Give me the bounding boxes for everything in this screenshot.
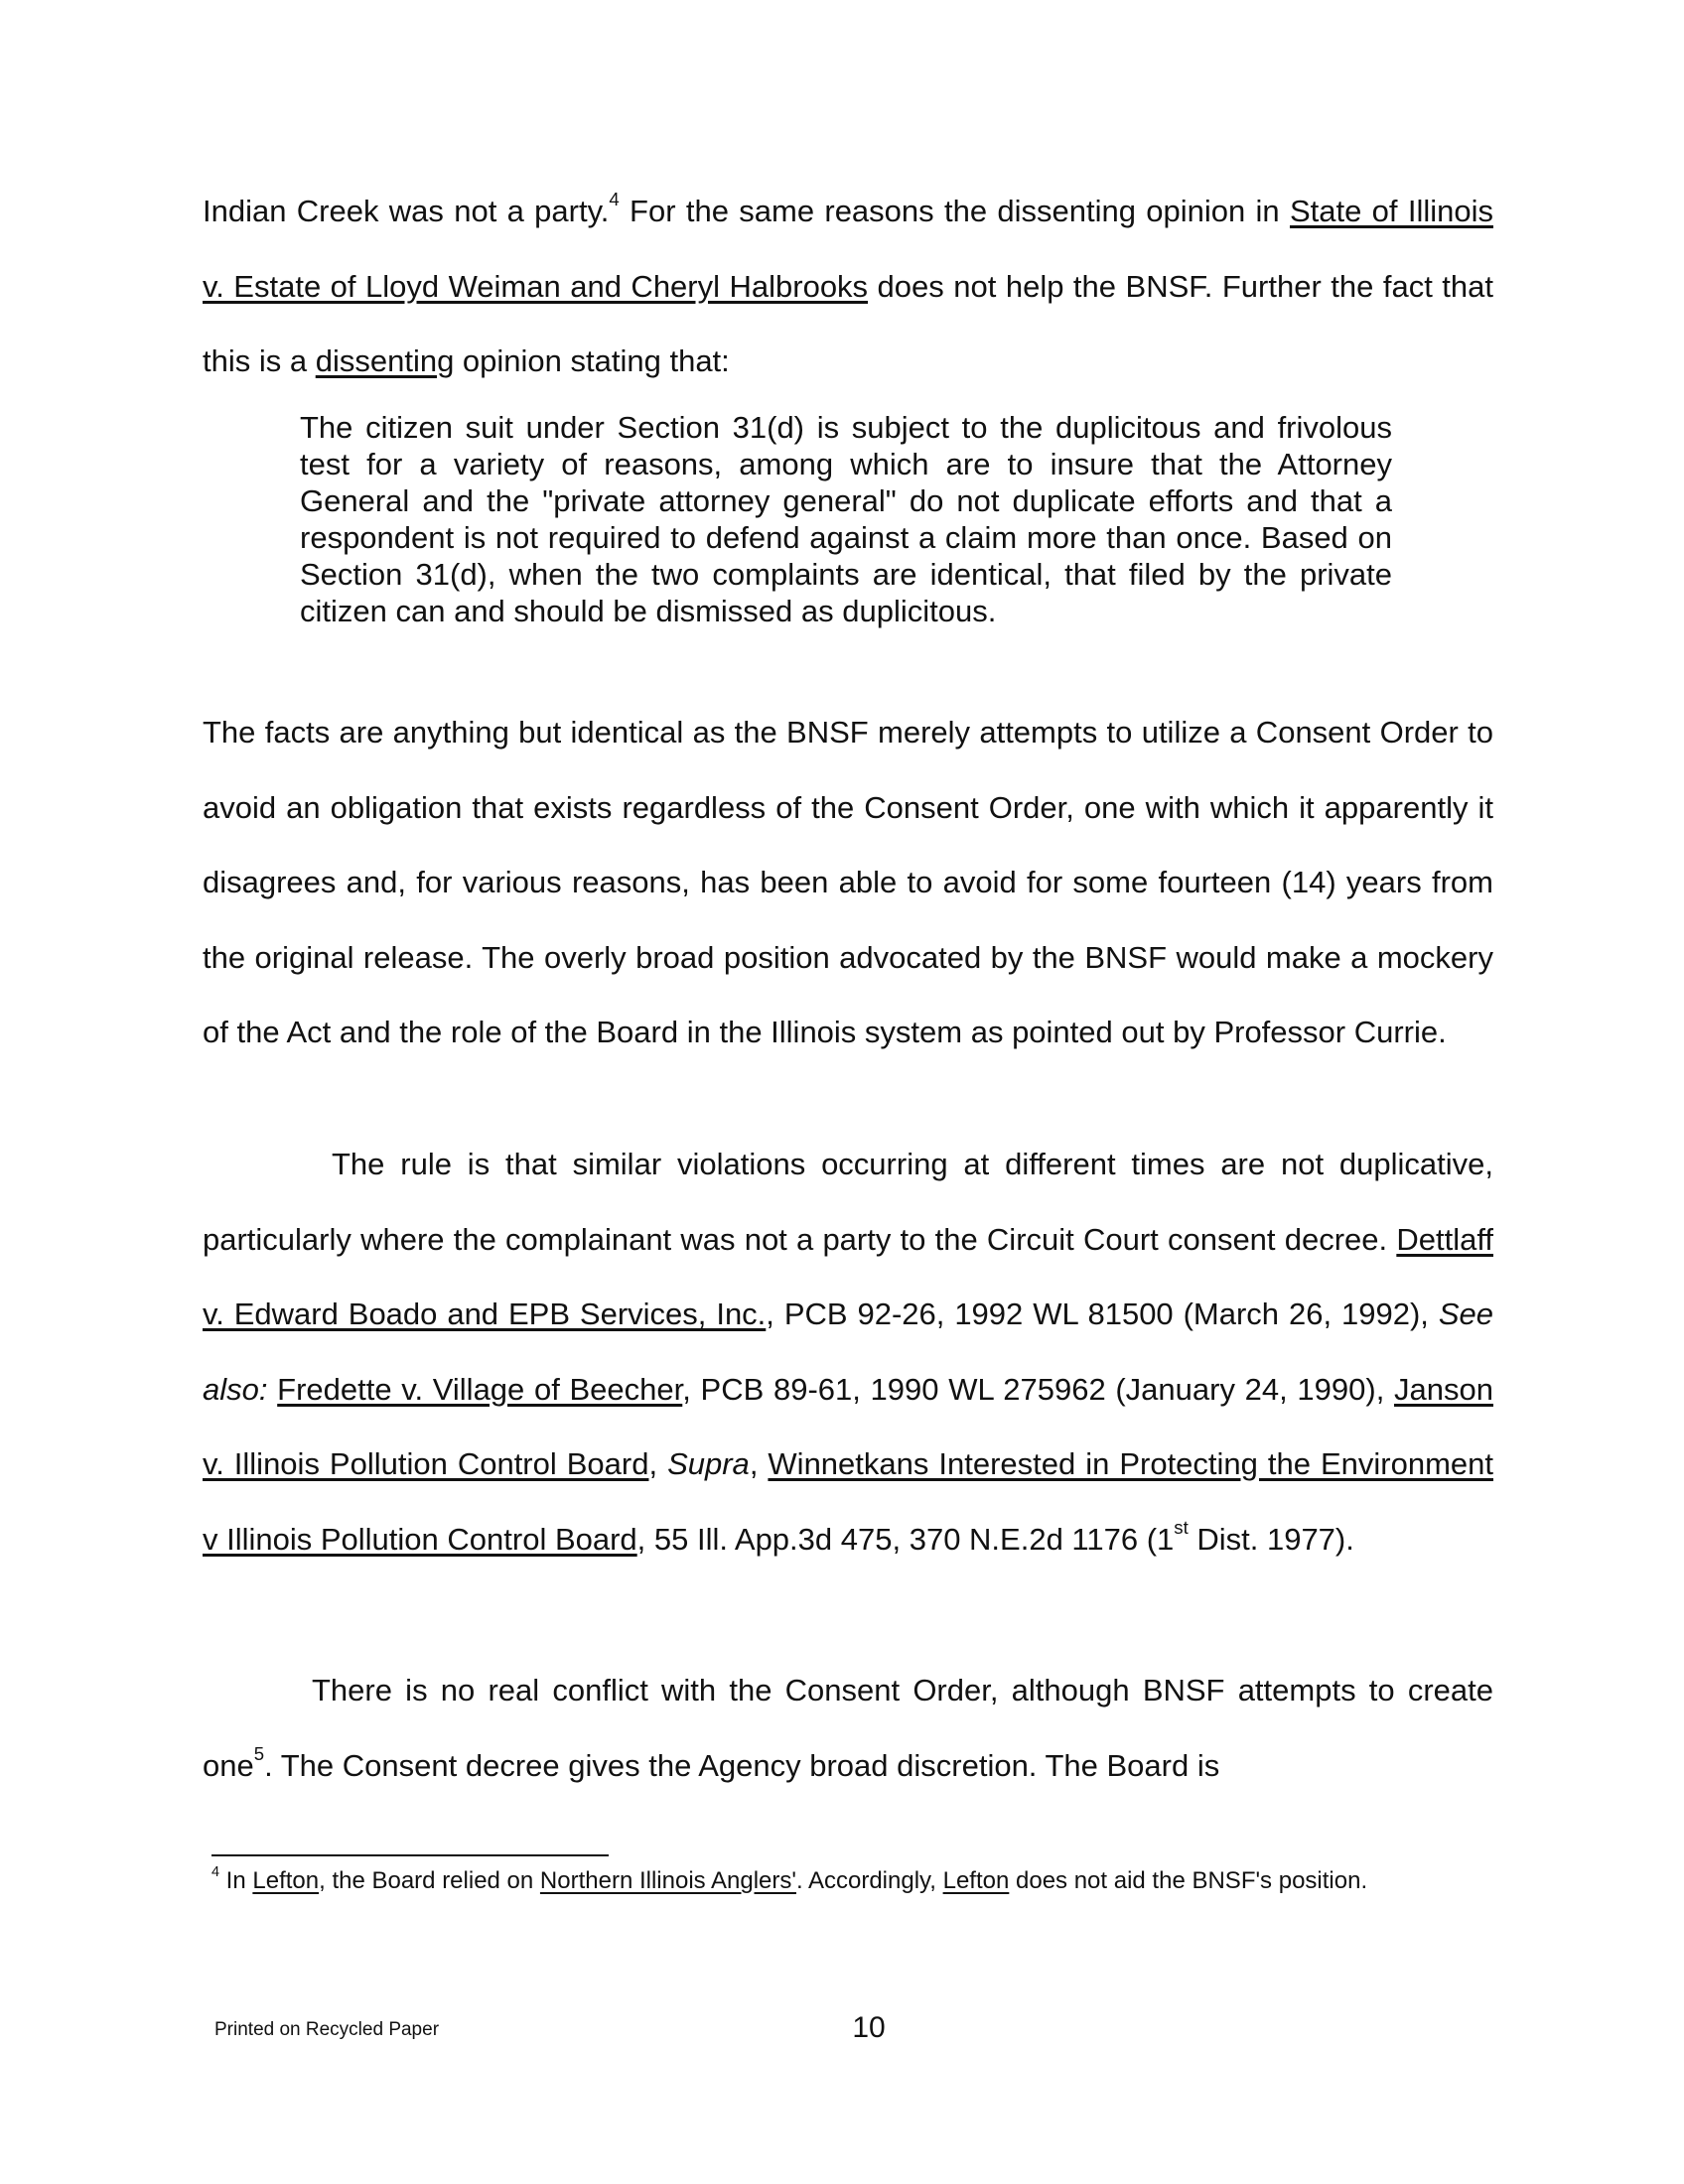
case-citation-lefton: Lefton <box>252 1867 320 1894</box>
p1-text-2: For the same reasons the dissenting opinion in <box>619 194 1290 228</box>
p3-text-6: , <box>749 1446 769 1481</box>
ordinal-suffix: st <box>1174 1516 1189 1538</box>
p3-text-4: , PCB 89-61, 1990 WL 275962 (January 24, 1990), <box>682 1371 1395 1407</box>
footnote-4 <box>211 1864 1463 1898</box>
footnote-number: 4 <box>211 1863 220 1880</box>
footer-recycled-paper: Printed on Recycled Paper <box>214 2019 440 2040</box>
case-citation-weiman: State of Illinois v. Estate of Lloyd Weiman and Cheryl Halbrooks <box>203 194 1493 304</box>
p3-text-3 <box>267 1372 277 1407</box>
paragraph-2: The facts are anything but identical as the BNSF merely attempts to utilize a Consent Order to avoid an obligation that exists regardless of the Consent Order, one with which it apparently it disagrees and, for various reasons, has been able to avoid for some fourteen (14) years from the original release. The overly broad position advocated by the BNSF would make a mockery of the Act and the role of the Board in the Illinois system as pointed out by Professor Currie. <box>203 715 1493 1049</box>
page-number: 10 <box>852 2011 886 2044</box>
fn-text-2: , the Board relied on <box>319 1867 540 1894</box>
p4-text-2: . The Consent decree gives the Agency broad discretion. The Board is <box>264 1747 1220 1783</box>
p3-text-5: , <box>648 1446 668 1481</box>
signal-see-also: See also: <box>203 1297 1493 1407</box>
fn-text-4: does not aid the BNSF's position. <box>1009 1867 1368 1894</box>
paragraph-4 <box>203 1653 1493 1803</box>
signal-supra: Supra <box>667 1446 750 1481</box>
case-citation-winnetkans: Winnetkans Interested in Protecting the Environment v Illinois Pollution Control Board <box>203 1446 1493 1557</box>
footnote-ref-4: 4 <box>609 189 620 210</box>
footnote-ref-5: 5 <box>253 1742 265 1764</box>
p1-text-1: Indian Creek was not a party. <box>203 194 610 228</box>
fn-text-1: In <box>219 1867 253 1894</box>
p4-text-1: There is no real conflict with the Consent Order, although BNSF attempts to create one <box>203 1673 1493 1783</box>
fn-text-3: . Accordingly, <box>795 1867 943 1894</box>
p3-text-8: Dist. 1977). <box>1188 1521 1354 1557</box>
case-citation-fredette: Fredette v. Village of Beecher <box>277 1371 683 1407</box>
p3-text-2: , PCB 92-26, 1992 WL 81500 (March 26, 1992), <box>766 1297 1439 1331</box>
paragraph-3 <box>203 1127 1493 1576</box>
case-citation-northern-illinois-anglers: Northern Illinois Anglers' <box>539 1867 796 1894</box>
block-quote: The citizen suit under Section 31(d) is subject to the duplicitous and frivolous test for a variety of reasons, among which are to insure that the Attorney General and the "private attorney general" do not duplicate efforts and that a respondent is not required to defend against a claim more than once. Based on Section 31(d), when the two complaints are identical, that filed by the private citizen can and should be dismissed as duplicitous. <box>300 410 1392 628</box>
p1-text-4: opinion stating that: <box>454 343 730 378</box>
footnote-separator <box>211 1854 609 1856</box>
p3-text-1: The rule is that similar violations occurring at different times are not duplicative, particularly where the complainant was not a party to the Circuit Court consent decree. <box>203 1147 1493 1257</box>
case-citation-lefton-2: Lefton <box>942 1867 1010 1894</box>
case-citation-janson: Janson v. Illinois Pollution Control Board <box>203 1371 1493 1481</box>
paragraph-1 <box>203 174 1493 399</box>
case-citation-dettlaff: Dettlaff v. Edward Boado and EPB Services, Inc. <box>203 1221 1493 1331</box>
p1-text-3: does not help the BNSF. Further the fact that this is a <box>203 268 1493 378</box>
p3-text-7: , 55 Ill. App.3d 475, 370 N.E.2d 1176 (1 <box>636 1521 1175 1557</box>
emphasis-dissenting: dissenting <box>315 343 455 378</box>
